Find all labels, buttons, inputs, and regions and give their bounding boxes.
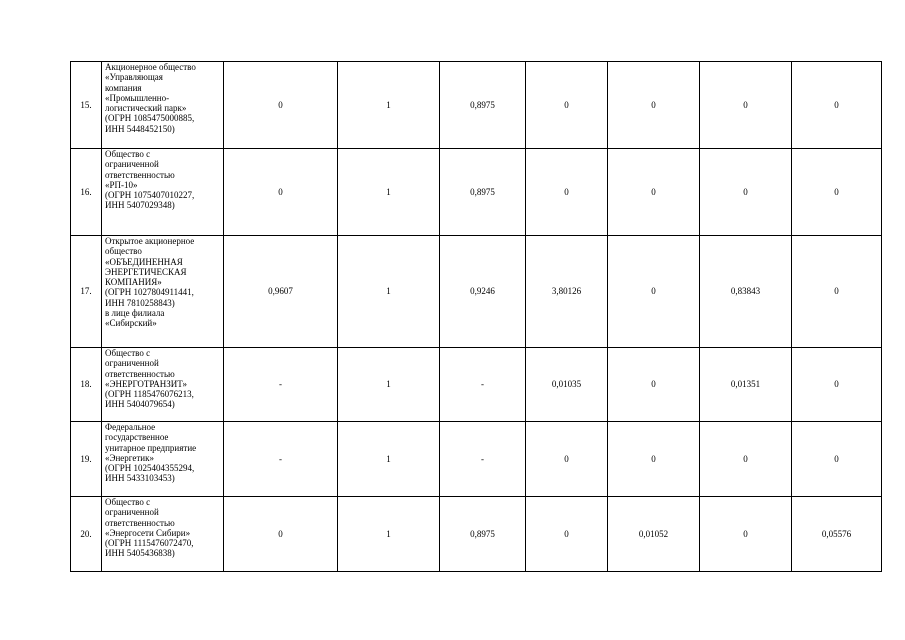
value-cell: 0: [608, 236, 700, 348]
value-cell: 0,01035: [526, 348, 608, 422]
value-cell: 0,8975: [440, 62, 526, 149]
value-cell: -: [224, 422, 338, 497]
value-cell: 0: [608, 62, 700, 149]
table-row: [71, 236, 882, 348]
value-cell: 0: [792, 236, 882, 348]
table-row: [71, 348, 882, 422]
value-cell: -: [224, 348, 338, 422]
value-cell: 0,01052: [608, 497, 700, 572]
value-cell: -: [440, 348, 526, 422]
organization-name: Общество с ограниченной ответственностью «РП-10» (ОГРН 1075407010227, ИНН 5407029348): [102, 149, 224, 236]
value-cell: 0: [700, 497, 792, 572]
value-cell: 0,83843: [700, 236, 792, 348]
value-cell: 0: [224, 497, 338, 572]
table-row: [71, 149, 882, 236]
value-cell: 0: [700, 62, 792, 149]
value-cell: 0: [526, 422, 608, 497]
value-cell: 1: [338, 348, 440, 422]
row-number: 16.: [71, 149, 102, 236]
value-cell: 0,9607: [224, 236, 338, 348]
value-cell: 0: [608, 422, 700, 497]
organization-name: Акционерное общество «Управляющая компания «Промышленно- логистический парк» (ОГРН 1085475000885, ИНН 5448452150): [102, 62, 224, 149]
value-cell: 1: [338, 62, 440, 149]
table-row: [71, 422, 882, 497]
row-number: 17.: [71, 236, 102, 348]
value-cell: 0: [224, 62, 338, 149]
value-cell: 1: [338, 497, 440, 572]
value-cell: 3,80126: [526, 236, 608, 348]
organization-name: Общество с ограниченной ответственностью «ЭНЕРГОТРАНЗИТ» (ОГРН 1185476076213, ИНН 5404079654): [102, 348, 224, 422]
row-number: 15.: [71, 62, 102, 149]
value-cell: 0: [608, 348, 700, 422]
value-cell: 0: [526, 497, 608, 572]
value-cell: 1: [338, 422, 440, 497]
value-cell: 0,8975: [440, 149, 526, 236]
value-cell: 0,05576: [792, 497, 882, 572]
table-row: [71, 62, 882, 149]
row-number: 18.: [71, 348, 102, 422]
value-cell: 0: [792, 422, 882, 497]
organization-name: Открытое акционерное общество «ОБЪЕДИНЕННАЯ ЭНЕРГЕТИЧЕСКАЯ КОМПАНИЯ» (ОГРН 1027804911441, ИНН 7810258843) в лице филиала «Сибирский»: [102, 236, 224, 348]
value-cell: 0: [792, 62, 882, 149]
table-row: [71, 497, 882, 572]
row-number: 19.: [71, 422, 102, 497]
organization-name: Федеральное государственное унитарное предприятие «Энергетик» (ОГРН 1025404355294, ИНН 5433103453): [102, 422, 224, 497]
value-cell: 0: [526, 149, 608, 236]
value-cell: 1: [338, 149, 440, 236]
value-cell: 0,8975: [440, 497, 526, 572]
value-cell: 0: [700, 149, 792, 236]
data-table: [70, 61, 882, 572]
row-number: 20.: [71, 497, 102, 572]
value-cell: 0,9246: [440, 236, 526, 348]
value-cell: 0: [224, 149, 338, 236]
value-cell: 0,01351: [700, 348, 792, 422]
value-cell: 0: [700, 422, 792, 497]
value-cell: 0: [792, 348, 882, 422]
value-cell: 0: [792, 149, 882, 236]
value-cell: 0: [526, 62, 608, 149]
value-cell: -: [440, 422, 526, 497]
value-cell: 0: [608, 149, 700, 236]
value-cell: 1: [338, 236, 440, 348]
organization-name: Общество с ограниченной ответственностью «Энергосети Сибири» (ОГРН 1115476072470, ИНН 5405436838): [102, 497, 224, 572]
